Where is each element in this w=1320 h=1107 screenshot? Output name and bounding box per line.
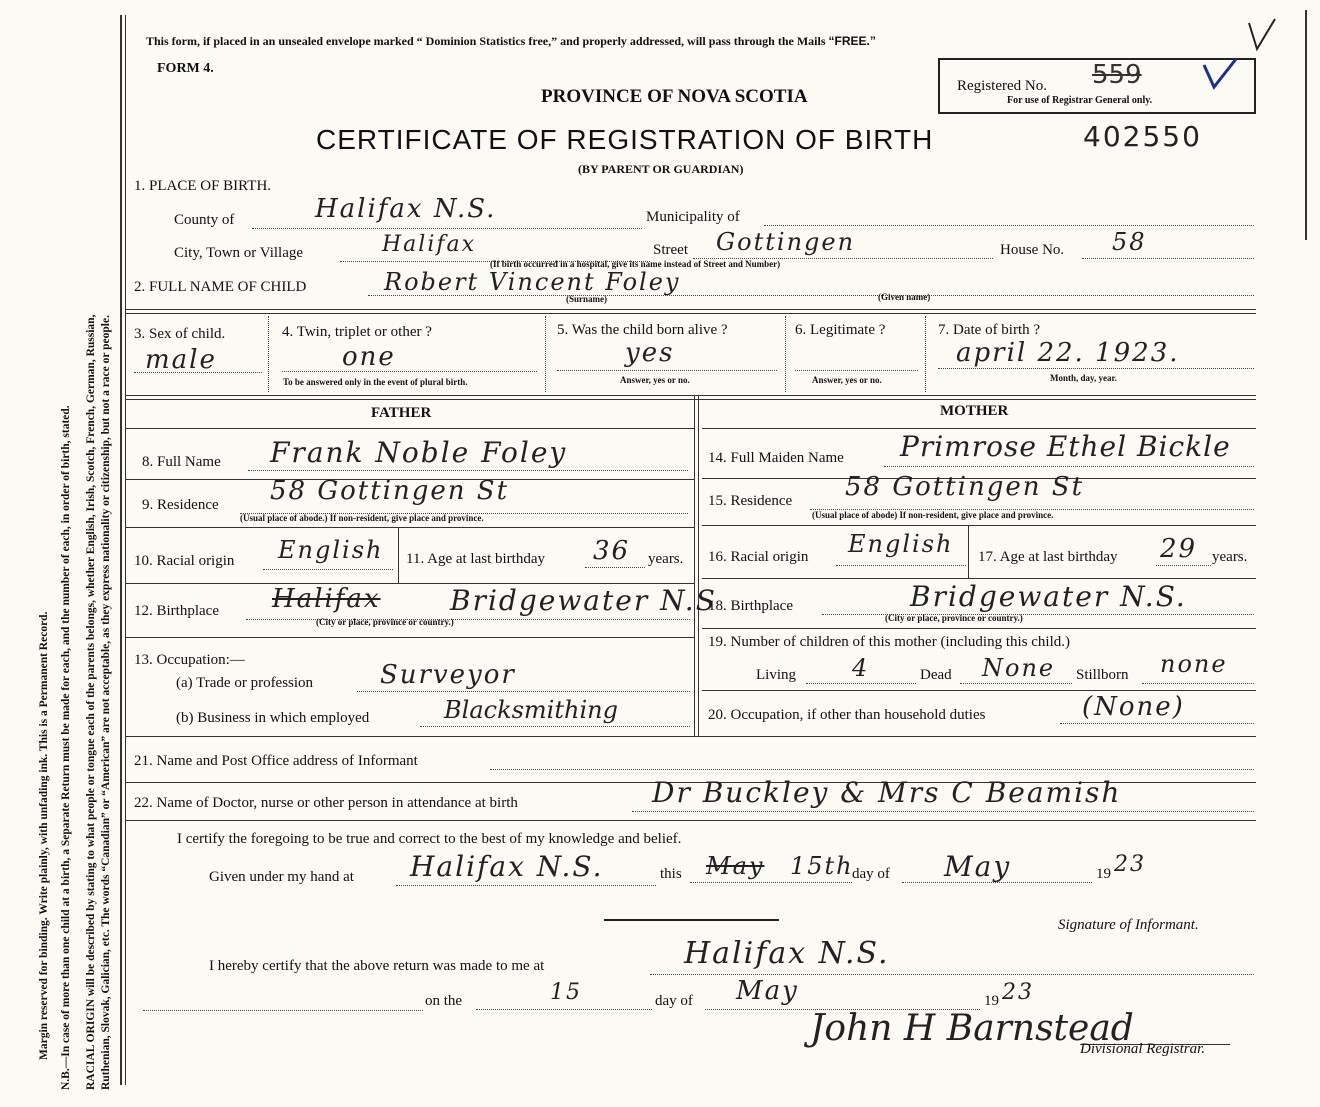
legitimate-label: 6. Legitimate ?	[795, 322, 886, 338]
father-residence-label: 9. Residence	[142, 497, 219, 513]
province-heading: PROVINCE OF NOVA SCOTIA	[541, 86, 808, 107]
mother-age-label: 17. Age at last birthday	[978, 549, 1118, 565]
on-the-label: on the	[425, 993, 463, 1009]
mother-residence-value: 58 Gottingen St	[845, 472, 1085, 502]
house-label: House No.	[1000, 242, 1065, 258]
given-dayof-label: day of	[852, 866, 890, 882]
street-value: Gottingen	[716, 228, 856, 256]
form-number: FORM 4.	[157, 61, 214, 76]
registered-number: 559	[1092, 60, 1142, 90]
trade-label: (a) Trade or profession	[176, 675, 314, 691]
mother-age-unit: years.	[1212, 549, 1248, 565]
stillborn-label: Stillborn	[1076, 667, 1129, 683]
business-value: Blacksmithing	[444, 696, 618, 724]
margin-note-2: N.B.—In case of more than one child at a birth, a Separate Return must be made for each, and the number of each, in order of birth, stated.	[60, 405, 72, 1090]
dob-note: Month, day, year.	[1050, 373, 1117, 383]
informant-signature-label: Signature of Informant.	[1058, 917, 1199, 933]
twin-label: 4. Twin, triplet or other ?	[282, 324, 432, 340]
mother-occupation-value: (None)	[1082, 692, 1185, 722]
registrar-note: For use of Registrar General only.	[1007, 95, 1153, 106]
margin-note-3: RACIAL ORIGIN will be described by stating to what people or tongue each of the parents belongs, whether English, Irish, Scotch, French, German, Russian,	[85, 314, 97, 1090]
county-label: County of	[174, 212, 235, 228]
certificate-number: 402550	[1083, 120, 1202, 153]
alive-value: yes	[625, 338, 675, 368]
mother-residence-label: 15. Residence	[708, 493, 793, 509]
surname-note: (Surname)	[566, 294, 607, 304]
given-year-value: 23	[1114, 852, 1146, 877]
mother-occupation-label: 20. Occupation, if other than household duties	[708, 707, 986, 723]
given-month-value: May	[944, 850, 1012, 883]
living-label: Living	[756, 667, 796, 683]
father-age-unit: years.	[648, 551, 684, 567]
father-heading: FATHER	[371, 405, 432, 421]
father-race-value: English	[278, 536, 384, 564]
margin-note-4: Ruthenian, Slovak, Galician, etc. The words “Canadian” or “American” are not acceptable, as they express nationality or citizenship, but not a race or people.	[100, 315, 112, 1090]
mother-name-label: 14. Full Maiden Name	[708, 450, 844, 466]
mother-birthplace-value: Bridgewater N.S.	[910, 580, 1187, 613]
registrar-month-value: May	[736, 976, 799, 1006]
living-value: 4	[852, 654, 870, 682]
postal-notice: This form, if placed in an unsealed envelope marked “ Dominion Statistics free,” and properly addressed, will pass through the Mails “FREE.”	[146, 34, 876, 48]
hospital-note: (If birth occurred in a hospital, give its name instead of Street and Number)	[490, 259, 781, 269]
dead-label: Dead	[920, 667, 952, 683]
registrar-statement: I hereby certify that the above return was made to me at	[209, 958, 545, 974]
page-title: CERTIFICATE OF REGISTRATION OF BIRTH	[316, 124, 934, 155]
given-year-prefix: 19	[1096, 866, 1111, 882]
registrar-day-value: 15	[550, 980, 582, 1005]
father-birthplace-value: Bridgewater N.S	[450, 584, 717, 617]
subtitle: (BY PARENT OR GUARDIAN)	[578, 162, 744, 176]
father-residence-note: (Usual place of abode.) If non-resident, give place and province.	[240, 513, 484, 523]
check-mark-icon	[1200, 55, 1240, 95]
twin-value: one	[342, 342, 396, 372]
house-value: 58	[1112, 228, 1147, 256]
father-name-value: Frank Noble Foley	[270, 436, 568, 469]
business-label: (b) Business in which employed	[176, 710, 370, 726]
father-age-label: 11. Age at last birthday	[406, 551, 545, 567]
child-name-label: 2. FULL NAME OF CHILD	[134, 279, 307, 295]
dob-value: april 22. 1923.	[956, 338, 1180, 368]
attendant-value: Dr Buckley & Mrs C Beamish	[652, 776, 1122, 809]
father-age-value: 36	[593, 536, 631, 566]
attendant-label: 22. Name of Doctor, nurse or other person in attendance at birth	[134, 795, 518, 811]
legitimate-note: Answer, yes or no.	[812, 375, 882, 385]
trade-value: Surveyor	[380, 660, 516, 690]
mother-heading: MOTHER	[940, 403, 1009, 419]
county-value: Halifax N.S.	[315, 194, 497, 224]
registrar-place-value: Halifax N.S.	[684, 936, 890, 971]
father-name-label: 8. Full Name	[142, 454, 221, 470]
alive-note: Answer, yes or no.	[620, 375, 690, 385]
sex-value: male	[145, 345, 217, 375]
registrar-title-label: Divisional Registrar.	[1080, 1041, 1206, 1057]
given-place-value: Halifax N.S.	[410, 850, 604, 883]
twin-note: To be answered only in the event of plural birth.	[283, 377, 468, 387]
mother-age-value: 29	[1160, 534, 1198, 564]
alive-label: 5. Was the child born alive ?	[557, 322, 728, 338]
municipality-label: Municipality of	[646, 209, 740, 225]
mother-birthplace-label: 18. Birthplace	[708, 598, 793, 614]
mother-race-label: 16. Racial origin	[708, 549, 809, 565]
given-name-note: (Given name)	[878, 292, 931, 302]
given-day-value: 15th	[790, 852, 854, 880]
dead-value: None	[982, 654, 1056, 682]
registrar-signature: John H Barnstead	[810, 1008, 1134, 1049]
registrar-year-value: 23	[1002, 980, 1034, 1005]
mother-race-value: English	[848, 530, 954, 558]
child-name-value: Robert Vincent Foley	[384, 268, 681, 296]
sex-label: 3. Sex of child.	[134, 326, 226, 342]
given-label: Given under my hand at	[209, 869, 354, 885]
place-of-birth-heading: 1. PLACE OF BIRTH.	[134, 178, 272, 194]
day-struck-value: May	[706, 852, 765, 880]
margin-note-1: Margin reserved for binding. Write plainly, with unfading ink. This is a Permanent Record.	[38, 611, 50, 1060]
street-label: Street	[653, 242, 688, 258]
father-birthplace-struck: Halifax	[272, 584, 381, 614]
mother-residence-note: (Usual place of abode) If non-resident, give place and province.	[812, 510, 1054, 520]
registrar-year-prefix: 19	[984, 993, 999, 1009]
informant-label: 21. Name and Post Office address of Informant	[134, 753, 418, 769]
father-birthplace-note: (City or place, province or country.)	[316, 617, 454, 627]
registrar-dayof-label: day of	[655, 993, 693, 1009]
occupation-label: 13. Occupation:—	[134, 652, 245, 668]
stillborn-value: none	[1160, 650, 1228, 678]
children-count-label: 19. Number of children of this mother (including this child.)	[708, 634, 1071, 650]
father-birthplace-label: 12. Birthplace	[134, 603, 219, 619]
father-residence-value: 58 Gottingen St	[270, 476, 510, 506]
dob-label: 7. Date of birth ?	[938, 322, 1041, 338]
check-mark-icon	[1245, 15, 1280, 55]
city-value: Halifax	[382, 232, 477, 257]
mother-birthplace-note: (City or place, province or country.)	[885, 613, 1023, 623]
city-label: City, Town or Village	[174, 245, 304, 261]
this-label: this	[660, 866, 682, 882]
father-race-label: 10. Racial origin	[134, 553, 235, 569]
mother-name-value: Primrose Ethel Bickle	[900, 430, 1231, 463]
certify-statement: I certify the foregoing to be true and correct to the best of my knowledge and belief.	[177, 831, 682, 847]
registered-label: Registered No.	[957, 78, 1047, 94]
